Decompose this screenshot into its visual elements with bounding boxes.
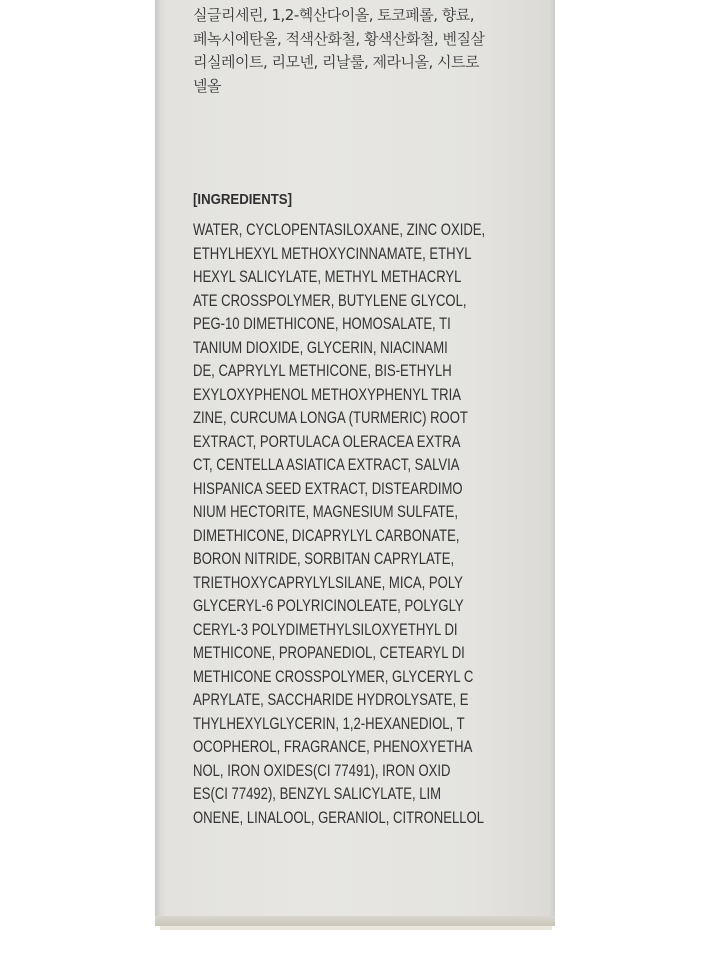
ingredient-line: EXTRACT, PORTULACA OLERACEA EXTRA [193, 431, 461, 451]
ingredient-line: HISPANICA SEED EXTRACT, DISTEARDIMO [193, 478, 463, 498]
box-right-edge [548, 0, 555, 922]
ingredient-line: APRYLATE, SACCHARIDE HYDROLYSATE, E [193, 690, 469, 709]
ingredient-line: ZINE, CURCUMA LONGA (TURMERIC) ROOT [193, 408, 468, 427]
ingredient-line: THYLHEXYLGLYCERIN, 1,2-HEXANEDIOL, T [193, 713, 465, 733]
box-bottom-lip [160, 926, 552, 930]
ingredient-line: TRIETHOXYCAPRYLYLSILANE, MICA, POLY [193, 572, 463, 592]
korean-line: 페녹시에탄올, 적색산화철, 황색산화철, 벤질살 [193, 29, 485, 48]
ingredient-line: WATER, CYCLOPENTASILOXANE, ZINC OXIDE, [193, 220, 486, 239]
ingredient-line: PEG-10 DIMETHICONE, HOMOSALATE, TI [193, 314, 451, 333]
korean-line: 리실레이트, 리모넨, 리날룰, 제라니올, 시트로 [193, 53, 479, 71]
ingredients-heading: [INGREDIENTS] [193, 191, 292, 208]
ingredient-line: NIUM HECTORITE, MAGNESIUM SULFATE, [193, 502, 458, 521]
ingredient-line: EXYLOXYPHENOL METHOXYPHENYL TRIA [193, 384, 461, 404]
ingredient-line: BORON NITRIDE, SORBITAN CAPRYLATE, [193, 549, 455, 568]
ingredient-line: ONENE, LINALOOL, GERANIOL, CITRONELLOL [193, 807, 484, 827]
box-bottom-edge [155, 916, 555, 926]
ingredient-line: DIMETHICONE, DICAPRYLYL CARBONATE, [193, 525, 460, 545]
ingredient-line: ATE CROSSPOLYMER, BUTYLENE GLYCOL, [193, 290, 467, 310]
ingredient-line: GLYCERYL-6 POLYRICINOLEATE, POLYGLY [193, 596, 464, 615]
korean-line: 실글리세린, 1,2-헥산다이올, 토코페롤, 향료, [193, 6, 474, 24]
ingredient-line: DE, CAPRYLYL METHICONE, BIS-ETHYLH [193, 361, 452, 380]
korean-line: 넬올 [193, 76, 221, 95]
ingredients-list [193, 218, 539, 829]
ingredient-line: OCOPHEROL, FRAGRANCE, PHENOXYETHA [193, 737, 473, 756]
ingredient-line: CERYL-3 POLYDIMETHYLSILOXYETHYL DI [193, 619, 458, 639]
ingredient-line: METHICONE, PROPANEDIOL, CETEARYL DI [193, 643, 465, 662]
ingredient-line: ETHYLHEXYL METHOXYCINNAMATE, ETHYL [193, 243, 472, 263]
ingredient-line: METHICONE CROSSPOLYMER, GLYCERYL C [193, 666, 474, 686]
ingredient-line: HEXYL SALICYLATE, METHYL METHACRYL [193, 267, 462, 286]
ingredient-line: NOL, IRON OXIDES(CI 77491), IRON OXID [193, 760, 451, 780]
ingredient-line: ES(CI 77492), BENZYL SALICYLATE, LIM [193, 784, 442, 803]
korean-ingredients-text [193, 4, 539, 98]
ingredient-line: TANIUM DIOXIDE, GLYCERIN, NIACINAMI [193, 337, 448, 357]
box-left-edge [155, 0, 161, 922]
ingredient-line: CT, CENTELLA ASIATICA EXTRACT, SALVIA [193, 455, 460, 474]
